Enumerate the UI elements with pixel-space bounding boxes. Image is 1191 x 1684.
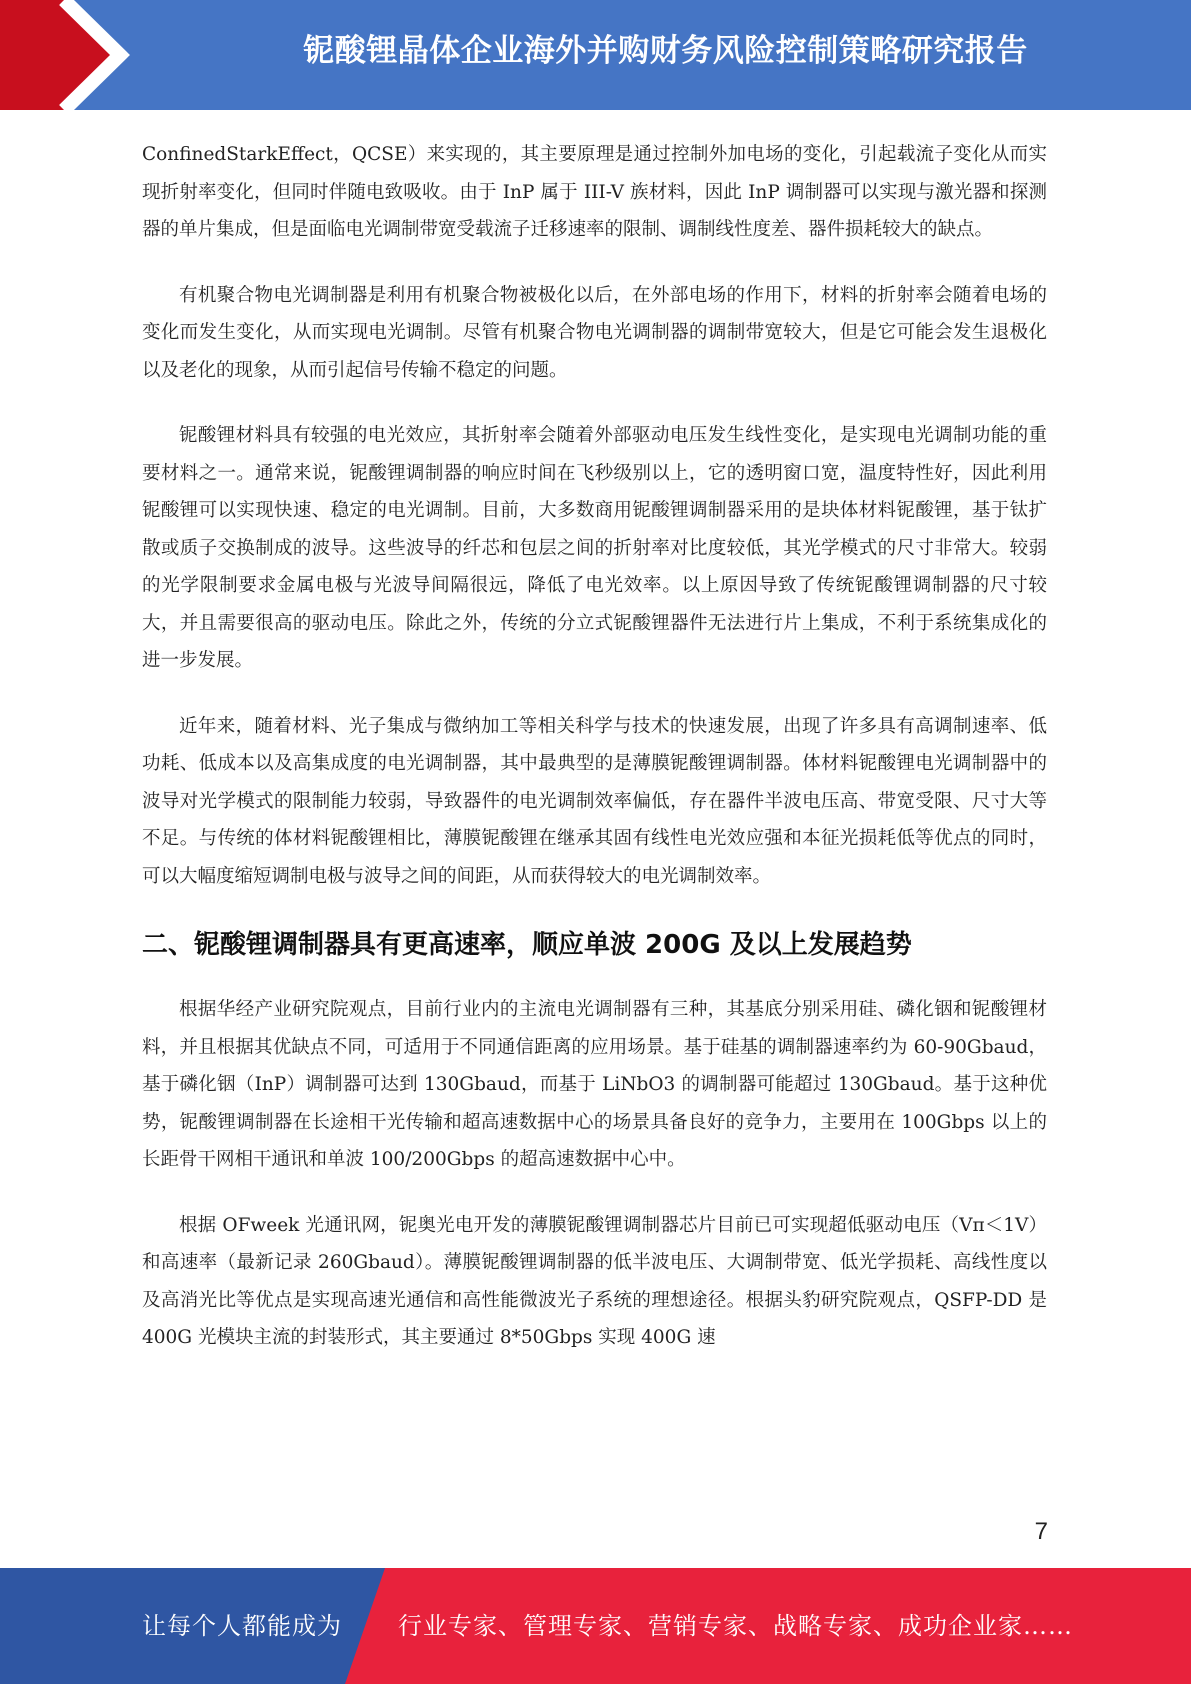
body-paragraph-1: ConfinedStarkEffect，QCSE）来实现的，其主要原理是通过控制外加电场的变化，引起载流子变化从而实现折射率变化，但同时伴随电致吸收。由于 InP 属于 III-V 族材料，因此 InP 调制器可以实现与激光器和探测器的单片集成，但是面临电光调制带宽受载流子迁移速率的限制、调制线性度差、器件损耗较大的缺点。: [142, 144, 1047, 240]
page-footer: [0, 1568, 1191, 1684]
body-paragraph-6: 根据 OFweek 光通讯网，铌奥光电开发的薄膜铌酸锂调制器芯片目前已可实现超低驱动电压（Vπ＜1V）和高速率（最新记录 260Gbaud）。薄膜铌酸锂调制器的低半波电压、大调制带宽、低光学损耗、高线性度以及高消光比等优点是实现高速光通信和高性能微波光子系统的理想途径。根据头豹研究院观点，QSFP-DD 是 400G 光模块主流的封装形式，其主要通过 8*50Gbps 实现 400G 速: [142, 1214, 1047, 1348]
footer-slogan-left: 让每个人都能成为: [142, 1612, 342, 1640]
section-heading: 二、铌酸锂调制器具有更高速率，顺应单波 200G 及以上发展趋势: [142, 930, 912, 960]
page-number: 7: [1034, 1518, 1048, 1545]
footer-slogan-right: 行业专家、管理专家、营销专家、战略专家、成功企业家……: [398, 1612, 1073, 1640]
page-content: [142, 136, 1047, 1357]
body-paragraph-2: 有机聚合物电光调制器是利用有机聚合物被极化以后，在外部电场的作用下，材料的折射率会随着电场的变化而发生变化，从而实现电光调制。尽管有机聚合物电光调制器的调制带宽较大，但是它可能会发生退极化以及老化的现象，从而引起信号传输不稳定的问题。: [142, 284, 1047, 381]
page-header: [0, 0, 1191, 110]
report-title: 铌酸锂晶体企业海外并购财务风险控制策略研究报告: [303, 33, 1028, 69]
body-paragraph-3: 铌酸锂材料具有较强的电光效应，其折射率会随着外部驱动电压发生线性变化，是实现电光调制功能的重要材料之一。通常来说，铌酸锂调制器的响应时间在飞秒级别以上，它的透明窗口宽，温度特性好，因此利用铌酸锂可以实现快速、稳定的电光调制。目前，大多数商用铌酸锂调制器采用的是块体材料铌酸锂，基于钛扩散或质子交换制成的波导。这些波导的纤芯和包层之间的折射率对比度较低，其光学模式的尺寸非常大。较弱的光学限制要求金属电极与光波导间隔很远，降低了电光效率。以上原因导致了传统铌酸锂调制器的尺寸较大，并且需要很高的驱动电压。除此之外，传统的分立式铌酸锂器件无法进行片上集成，不利于系统集成化的进一步发展。: [142, 425, 1047, 671]
body-paragraph-4: 近年来，随着材料、光子集成与微纳加工等相关科学与技术的快速发展，出现了许多具有高调制速率、低功耗、低成本以及高集成度的电光调制器，其中最典型的是薄膜铌酸锂调制器。体材料铌酸锂电光调制器中的波导对光学模式的限制能力较弱，导致器件的电光调制效率偏低，存在器件半波电压高、带宽受限、尺寸大等不足。与传统的体材料铌酸锂相比，薄膜铌酸锂在继承其固有线性电光效应强和本征光损耗低等优点的同时，可以大幅度缩短调制电极与波导之间的间距，从而获得较大的电光调制效率。: [142, 715, 1047, 887]
header-red-arrow-icon: [0, 0, 150, 110]
body-paragraph-5: 根据华经产业研究院观点，目前行业内的主流电光调制器有三种，其基底分别采用硅、磷化铟和铌酸锂材料，并且根据其优缺点不同，可适用于不同通信距离的应用场景。基于硅基的调制器速率约为 60-90Gbaud，基于磷化铟（InP）调制器可达到 130Gbaud，而基于 LiNbO3 的调制器可能超过 130Gbaud。基于这种优势，铌酸锂调制器在长途相干光传输和超高速数据中心的场景具备良好的竞争力，主要用在 100Gbps 以上的长距骨干网相干通讯和单波 100/200Gbps 的超高速数据中心中。: [142, 999, 1047, 1170]
